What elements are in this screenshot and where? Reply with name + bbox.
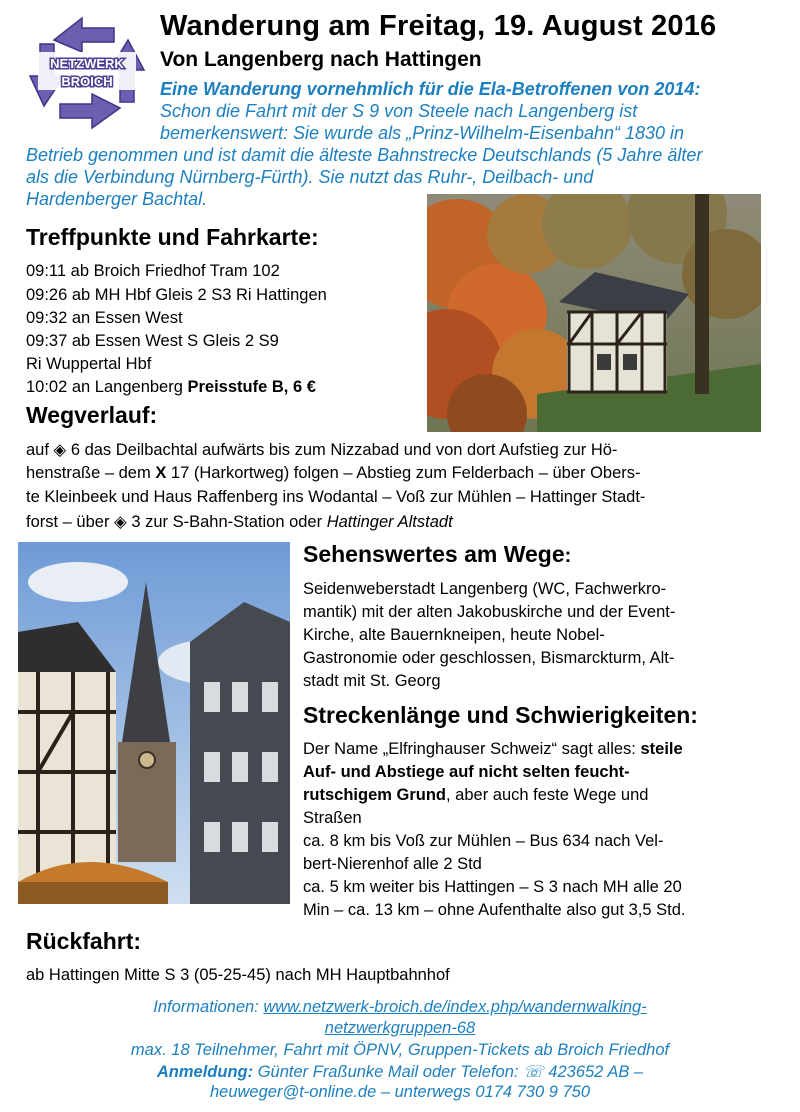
route-line: te Kleinbeek und Haus Raffenberg ins Wodantal – Voß zur Mühlen – Hattinger Stadt- bbox=[26, 488, 646, 506]
info-link[interactable]: www.netzwerk-broich.de/index.php/wandernwalking- bbox=[263, 998, 647, 1016]
difficulty-line: Straßen bbox=[303, 809, 362, 827]
sight-line: Gastronomie oder geschlossen, Bismarckturm, Alt- bbox=[303, 649, 675, 667]
footer-info: Informationen: www.netzwerk-broich.de/index.php/wandernwalking- bbox=[153, 998, 647, 1016]
section-heading-sehenswertes: Sehenswertes am Wege: bbox=[303, 541, 572, 567]
intro-line: bemerkenswert: Sie wurde als „Prinz-Wilhelm-Eisenbahn“ 1830 in bbox=[160, 123, 685, 143]
svg-text:BROICH: BROICH bbox=[61, 74, 113, 89]
svg-text:NETZWERK: NETZWERK bbox=[50, 56, 124, 71]
section-heading-rueckfahrt: Rückfahrt: bbox=[26, 928, 142, 954]
trail-diamond-icon: ◈ bbox=[114, 513, 127, 531]
sight-line: Seidenweberstadt Langenberg (WC, Fachwerkro- bbox=[303, 580, 667, 598]
difficulty-line: rutschigem Grund, aber auch feste Wege und bbox=[303, 786, 649, 804]
difficulty-line: Auf- und Abstiege auf nicht selten feucht- bbox=[303, 763, 630, 781]
intro-lead: Eine Wanderung vornehmlich für die Ela-Betroffenen von 2014: bbox=[160, 79, 701, 99]
footer-participants: max. 18 Teilnehmer, Fahrt mit ÖPNV, Gruppen-Tickets ab Broich Friedhof bbox=[130, 1041, 670, 1059]
price-level: Preisstufe B, 6 € bbox=[187, 378, 316, 396]
route-line: forst – über ◈ 3 zur S-Bahn-Station oder Hattinger Altstadt bbox=[26, 513, 453, 531]
sight-line: Kirche, alte Bauernkneipen, heute Nobel- bbox=[303, 626, 605, 644]
difficulty-line: Der Name „Elfringhauser Schweiz“ sagt alles: steile bbox=[303, 740, 683, 758]
page-subtitle: Von Langenberg nach Hattingen bbox=[160, 48, 482, 71]
section-heading-treffpunkte: Treffpunkte und Fahrkarte: bbox=[26, 224, 319, 250]
intro-line: als die Verbindung Nürnberg-Fürth). Sie nutzt das Ruhr-, Deilbach- und bbox=[26, 167, 594, 187]
photo-half-timbered-house bbox=[427, 194, 761, 432]
footer-contact: heuweger@t-online.de – unterwegs 0174 730 9 750 bbox=[209, 1083, 591, 1101]
schedule-line: 09:32 an Essen West bbox=[26, 309, 183, 327]
difficulty-line: bert-Nierenhof alle 2 Std bbox=[303, 855, 482, 873]
difficulty-line: ca. 8 km bis Voß zur Mühlen – Bus 634 nach Vel- bbox=[303, 832, 664, 850]
info-link-cont[interactable]: netzwerkgruppen-68 bbox=[324, 1019, 476, 1037]
footer-info-cont bbox=[0, 1019, 800, 1038]
difficulty-line: ca. 5 km weiter bis Hattingen – S 3 nach MH alle 20 bbox=[303, 878, 682, 896]
netzwerk-broich-logo bbox=[24, 10, 150, 132]
intro-line: Betrieb genommen und ist damit die älteste Bahnstrecke Deutschlands (5 Jahre älter bbox=[26, 145, 703, 165]
footer-registration: Anmeldung: Günter Fraßunke Mail oder Telefon: ☏ 423652 AB – bbox=[156, 1063, 644, 1081]
intro-line: Schon die Fahrt mit der S 9 von Steele nach Langenberg ist bbox=[160, 101, 638, 121]
sight-line: mantik) mit der alten Jakobuskirche und der Event- bbox=[303, 603, 676, 621]
page-title: Wanderung am Freitag, 19. August 2016 bbox=[160, 10, 717, 42]
schedule-line: 10:02 an Langenberg Preisstufe B, 6 € bbox=[26, 378, 316, 396]
trail-diamond-icon: ◈ bbox=[53, 441, 67, 459]
sight-line: stadt mit St. Georg bbox=[303, 672, 441, 690]
schedule-line: 09:37 ab Essen West S Gleis 2 S9 bbox=[26, 332, 279, 350]
section-heading-wegverlauf: Wegverlauf: bbox=[26, 402, 158, 428]
difficulty-line: Min – ca. 13 km – ohne Aufenthalte also gut 3,5 Std. bbox=[303, 901, 686, 919]
intro-line: Hardenberger Bachtal. bbox=[26, 189, 208, 209]
route-line: auf ◈ 6 das Deilbachtal aufwärts bis zum Nizzabad und von dort Aufstieg zur Hö- bbox=[26, 441, 618, 459]
schedule-line: Ri Wuppertal Hbf bbox=[26, 355, 152, 373]
photo-church-street-hattingen bbox=[18, 542, 290, 904]
route-line: henstraße – dem X 17 (Harkortweg) folgen – Abstieg zum Felderbach – über Obers- bbox=[26, 464, 641, 482]
schedule-line: 09:26 ab MH Hbf Gleis 2 S3 Ri Hattingen bbox=[26, 286, 327, 304]
section-heading-streckenlaenge: Streckenlänge und Schwierigkeiten: bbox=[303, 702, 698, 728]
schedule-line: 09:11 ab Broich Friedhof Tram 102 bbox=[26, 262, 280, 280]
phone-icon: ☏ bbox=[523, 1063, 544, 1081]
return-line: ab Hattingen Mitte S 3 (05-25-45) nach MH Hauptbahnhof bbox=[26, 966, 450, 984]
